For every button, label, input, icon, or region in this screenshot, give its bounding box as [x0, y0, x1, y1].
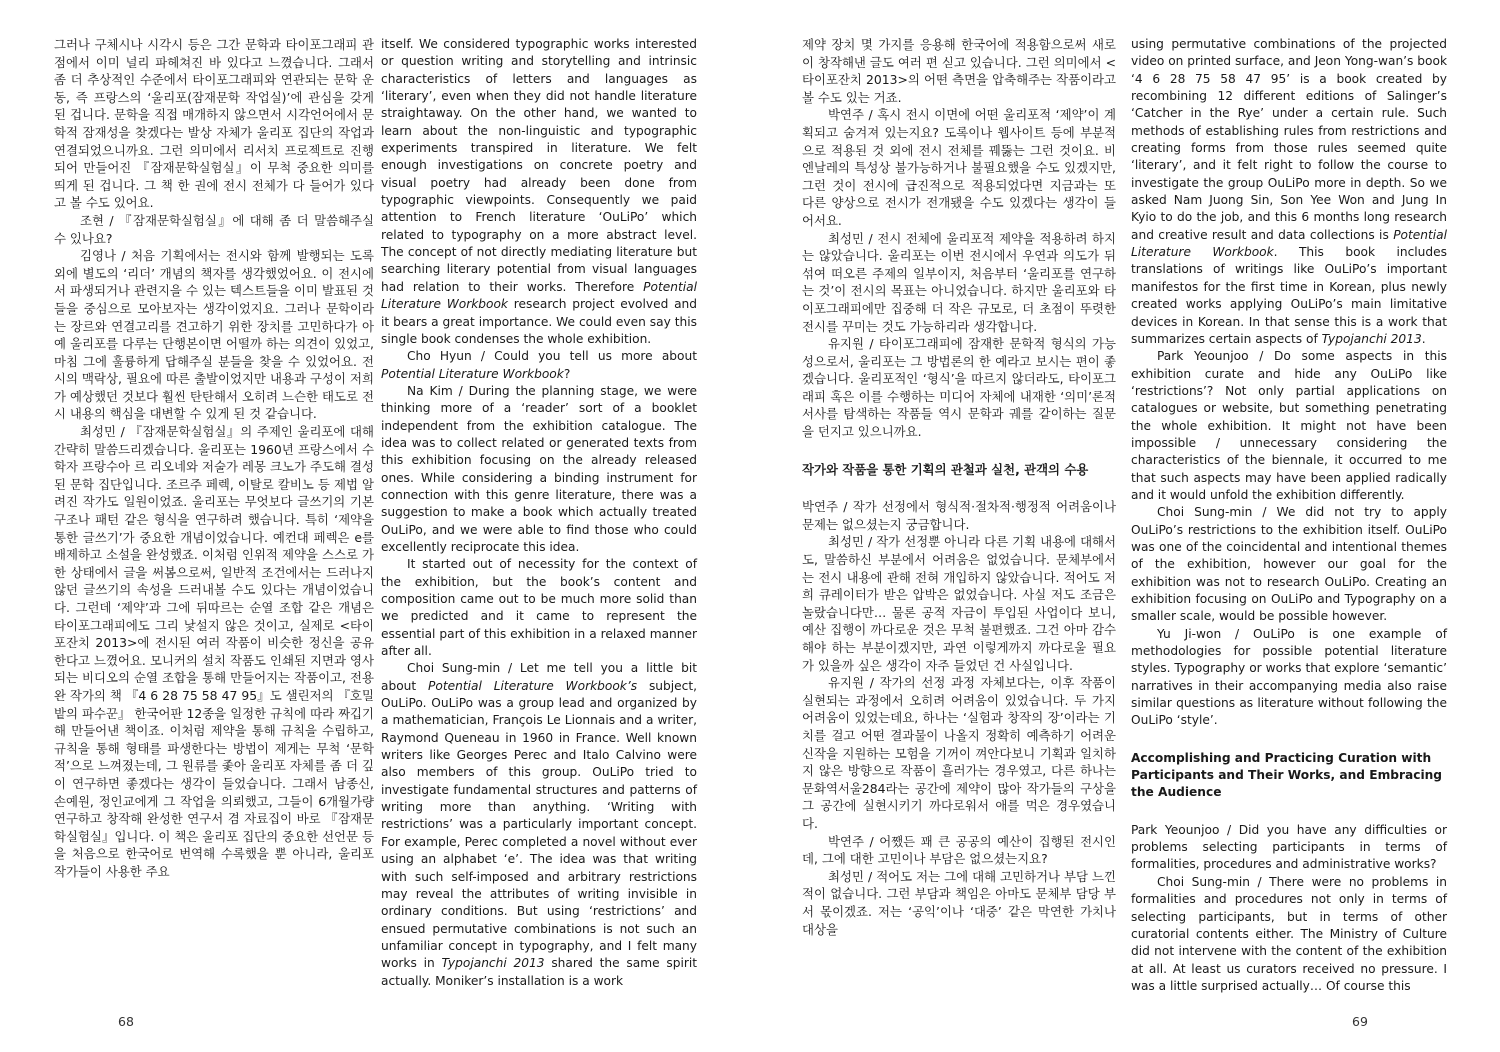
paragraph: 최성민 / 작가 선정뿐 아니라 다른 기획 내용에 대해서도, 말씀하신 부분에서 어려움은 없었습니다. 문체부에서는 전시 내용에 관해 전혀 개입하지 않았습니다. 적어도 저희 큐레이터가 받은 압박은 없었습니다. 사실 저도 조금은 놀랐습니다만… 물론 공적 자금이 투입된 사업이다 보니, 예산 집행이 까다로운 것은 무척 불편했죠. 그건 아마 감수해야 하는 부분이겠지만, 과연 이렇게까지 까다로울 필요가 있을까 싶은 생각이 자주 들었던 건 사실입니다.	[802, 534, 1116, 673]
paragraph: 최성민 / 『잠재문학실험실』의 주제인 울리포에 대해 간략히 말씀드리겠습니다. 울리포는 1960년 프랑스에서 수학자 프랑수아 르 리오네와 저술가 레몽 크노가 주도해 결성된 문학 집단입니다. 조르주 페렉, 이탈로 칼비노 등 제법 알려진 작가도 일원이었죠. 울리포는 무엇보다 글쓰기의 기본 구조나 패턴 같은 형식을 연구하려 했습니다. 특히 ‘제약을 통한 글쓰기’가 중요한 개념이었습니다. 예컨대 페렉은 e를 배제하고 소설을 완성했죠. 이처럼 인위적 제약을 스스로 가한 상태에서 글을 써봄으로써, 일반적 조건에서는 드러나지 않던 글쓰기의 속성을 드러내볼 수도 있다는 개념이었습니다. 그런데 ‘제약’과 그에 뒤따르는 순열 조합 같은 개념은 타이포그래피에도 그리 낯설지 않은 것이고, 실제로 <타이포잔치 2013>에 전시된 여러 작품이 비슷한 정신을 공유한다고 느꼈어요. 모니커의 설치 작품도 인쇄된 지면과 영사되는 비디오의 순열 조합을 통해 만들어지는 작품이고, 전용완 작가의 책 『4 6 28 75 58 47 95』도 샐린저의 『호밀밭의 파수꾼』 한국어판 12종을 일정한 규칙에 따라 짜깁기해 만들어낸 책이죠. 이처럼 제약을 통해 규칙을 수립하고, 규칙을 통해 형태를 파생한다는 방법이 제게는 무척 ‘문학적’으로 느껴졌는데, 그 원류를 좇아 울리포 자체를 좀 더 깊이 연구하면 좋겠다는 생각이 들었습니다. 그래서 남종신, 손예원, 정인교에게 그 작업을 의뢰했고, 그들이 6개월가량 연구하고 창작해 완성한 연구서 겸 자료집이 바로 『잠재문학실험실』입니다. 이 책은 울리포 집단의 중요한 선언문 등을 처음으로 한국어로 번역해 수록했을 뿐 아니라, 울리포 작가들이 사용한 주요	[54, 424, 374, 879]
paragraph: itself. We considered typographic works interested or question writing and storytelling and intrinsic characteristics of letters and languages as ‘literary’, even when they did not handle literature straightaway. On the other hand, we wanted to learn about the non-linguistic and typographic experiments transpired in literature. We felt enough investigations on concrete poetry and visual poetry had already been done from typographic viewpoints. Consequently we paid attention to French literature ‘OuLiPo’ which related to typography on a more abstract level. The concept of not directly mediating literature but searching literary potential from visual languages had relation to their works. Therefore Potential Literature Workbook research project evolved and it bears a great importance. We could even say this single book condenses the whole exhibition.	[381, 37, 698, 346]
paragraph: 박연주 / 혹시 전시 이면에 어떤 울리포적 ‘제약’이 계획되고 숨겨져 있는지요? 도록이나 웹사이트 등에 부분적으로 적용된 것 외에 전시 전체를 꿰뚫는 그런 것이요. 비엔날레의 특성상 불가능하거나 불필요했을 수도 있겠지만, 그런 것이 전시에 급진적으로 적용되었다면 지금과는 또 다른 양상으로 전시가 전개됐을 수도 있겠다는 생각이 들어서요.	[802, 107, 1116, 228]
paragraph: Choi Sung-min / There were no problems in formalities and procedures not only in terms of selecting participants, but in terms of other curatorial contents either. The Ministry of Culture did not intervene with the content of the exhibition at all. At least us curators received no pressure. I was a little surprised actually… Of course this	[1131, 874, 1447, 993]
paragraph: It started out of necessity for the context of the exhibition, but the book’s content and composition came out to be much more solid than we predicted and it came to represent the essential part of this exhibition in a relaxed manner after all.	[381, 557, 697, 659]
page-number-right: 69	[1352, 1014, 1368, 1029]
left-page-english-column	[381, 36, 697, 990]
paragraph: 김영나 / 처음 기획에서는 전시와 함께 발행되는 도록 외에 별도의 ‘리더’ 개념의 책자를 생각했었어요. 이 전시에서 파생되거나 관련지을 수 있는 텍스트들을 이미 발표된 것들을 중심으로 모아보자는 생각이었지요. 그러나 문학이라는 장르와 연결고리를 견고하기 위한 장치를 고민하다가 아예 울리포를 다루는 단행본이면 어떨까 하는 의견이 있었고, 마침 그에 훌륭하게 답해주실 분들을 찾을 수 있었어요. 전시의 맥락상, 필요에 따른 출발이었지만 내용과 구성이 저희가 예상했던 것보다 훨씬 탄탄해서 오히려 느슨한 태도로 전시 내용의 핵심을 대변할 수 있게 된 것 같습니다.	[54, 248, 374, 422]
right-page-korean-column	[802, 36, 1116, 938]
paragraph: Choi Sung-min / Let me tell you a little bit about Potential Literature Workbook’s subject, OuLiPo. OuLiPo was a group lead and organized by a mathematician, François Le Lionnais and a writer, Raymond Queneau in 1960 in France. Well known writers like Georges Perec and Italo Calvino were also members of this group. OuLiPo tried to investigate fundamental structures and patterns of writing more than anything. ‘Writing with restrictions’ was a particularly important concept. For example, Perec completed a novel without ever using an alphabet ‘e’. The idea was that writing with such self-imposed and arbitrary restrictions may reveal the attributes of writing invisible in ordinary conditions. But using ‘restrictions’ and ensued permutative combinations is not such an unfamiliar concept in typography, and I felt many works in Typojanchi 2013 shared the same spirit actually. Moniker’s installation is a work	[381, 661, 698, 988]
page-number-left: 68	[118, 1014, 134, 1029]
left-page-korean-column	[54, 36, 374, 881]
section-heading: Accomplishing and Practicing Curation with Participants and Their Works, and Embracing the Audience	[1131, 750, 1443, 800]
section-heading: 작가와 작품을 통한 기획의 관철과 실천, 관객의 수용	[802, 461, 1089, 477]
paragraph: 그러나 구체시나 시각시 등은 그간 문학과 타이포그래피 관점에서 이미 널리 파헤쳐진 바 있다고 느꼈습니다. 그래서 좀 더 추상적인 수준에서 타이포그래피와 연관되는 문학 운동, 즉 프랑스의 ‘울리포(잠재문학 작업실)’에 관심을 갖게 된 겁니다. 문학을 직접 매개하지 않으면서 시각언어에서 문학적 잠재성을 찾겠다는 발상 자체가 울리포 집단의 작업과 연결되었으니까요. 그런 의미에서 리서치 프로젝트로 진행되어 만들어진 『잠재문학실험실』이 무척 중요한 의미를 띄게 된 겁니다. 그 책 한 권에 전시 전체가 다 들어가 있다고 볼 수도 있어요.	[54, 37, 374, 211]
paragraph: 박연주 / 어쨌든 꽤 큰 공공의 예산이 집행된 전시인데, 그에 대한 고민이나 부담은 없으셨는지요?	[802, 833, 1116, 867]
paragraph: 최성민 / 적어도 저는 그에 대해 고민하거나 부담 느낀 적이 없습니다. 그런 부담과 책임은 아마도 문체부 담당 부서 몫이겠죠. 저는 ‘공익’이나 ‘대중’ 같은 막연한 가치나 대상을	[802, 868, 1116, 937]
paragraph: Yu Ji-won / OuLiPo is one example of methodologies for possible potential literature styles. Typography or works that explore ‘semantic’ narratives in their accompanying media also raise similar questions as literature without following the OuLiPo ‘style’.	[1131, 626, 1447, 728]
paragraph: 조현 / 『잠재문학실험실』에 대해 좀 더 말씀해주실 수 있나요?	[54, 212, 374, 246]
paragraph: 유지원 / 작가의 선정 과정 자체보다는, 이후 작품이 실현되는 과정에서 오히려 어려움이 있었습니다. 두 가지 어려움이 있었는데요, 하나는 ‘실험과 창작의 장’이라는 기치를 걸고 어떤 결과물이 나올지 정확히 예측하기 어려운 신작을 지원하는 모험을 기꺼이 껴안다보니 기획과 일치하지 않은 방향으로 작품이 흘러가는 경우였고, 다른 하나는 문화역서울284라는 공간에 제약이 많아 작가들의 구상을 그 공간에 실현시키기 까다로워서 애를 먹은 경우였습니다.	[802, 675, 1116, 831]
paragraph: 제약 장치 몇 가지를 응용해 한국어에 적용함으로써 새로이 창작해낸 글도 여러 편 싣고 있습니다. 그런 의미에서 <타이포잔치 2013>의 어떤 측면을 압축해주는 작품이라고 볼 수도 있는 거죠.	[802, 37, 1116, 105]
paragraph: Cho Hyun / Could you tell us more about Potential Literature Workbook?	[381, 349, 697, 381]
paragraph: using permutative combinations of the projected video on printed surface, and Jeon Yong-wan’s book ‘4 6 28 75 58 47 95’ is a book created by recombining 12 different editions of Salinger’s ‘Catcher in the Rye’ under a certain rule. Such methods of establishing rules from restrictions and creating forms from those rules seemed quite ‘literary’, and it felt right to follow the course to investigate the group OuLiPo more in depth. So we asked Nam Juong Sin, Son Yee Won and Jung In Kyio to do the job, and this 6 months long research and creative result and data collections is Potential Literature Workbook. This book includes translations of writings like OuLiPo’s important manifestos for the first time in Korean, plus newly created works applying OuLiPo’s main limitative devices in Korean. In that sense this is a work that summarizes certain aspects of Typojanchi 2013.	[1131, 37, 1448, 346]
paragraph: Park Yeounjoo / Did you have any difficulties or problems selecting participants in terms of formalities, procedures and administrative works?	[1131, 822, 1447, 872]
paragraph: 유지원 / 타이포그래피에 잠재한 문학적 형식의 가능성으로서, 울리포는 그 방법론의 한 예라고 보시는 편이 좋겠습니다. 울리포적인 ‘형식’을 따르지 않더라도, 타이포그래피 혹은 이를 수행하는 미디어 자체에 내재한 ‘의미’론적 서사를 탐색하는 작품들 역시 문학과 궤를 같이하는 질문을 던지고 있으니까요.	[802, 336, 1116, 440]
paragraph: 최성민 / 전시 전체에 울리포적 제약을 적용하려 하지는 않았습니다. 울리포는 이번 전시에서 우연과 의도가 뒤섞여 떠오른 주제의 일부이지, 처음부터 ‘울리포를 연구하는 것’이 전시의 목표는 아니었습니다. 하지만 울리포와 타이포그래피에만 집중해 더 작은 규모로, 더 초점이 뚜렷한 전시를 꾸미는 것도 가능하리라 생각합니다.	[802, 230, 1116, 334]
right-page-english-column	[1131, 36, 1447, 995]
paragraph: Park Yeounjoo / Do some aspects in this exhibition curate and hide any OuLiPo like ‘restrictions’? Not only partial applications on catalogues or website, but something penetrating the whole exhibition. It might not have been impossible / unnecessary considering the characteristics of the biennale, it occurred to me that such aspects may have been applied radically and it would unfold the exhibition differently.	[1131, 349, 1447, 502]
paragraph: Na Kim / During the planning stage, we were thinking more of a ‘reader’ sort of a booklet independent from the exhibition catalogue. The idea was to collect related or generated texts from this exhibition focusing on the already released ones. While considering a binding instrument for connection with this genre literature, there was a suggestion to make a book which actually treated OuLiPo, and we were able to find those who could excellently reciprocate this idea.	[381, 383, 697, 554]
paragraph: Choi Sung-min / We did not try to apply OuLiPo’s restrictions to the exhibition itself. OuLiPo was one of the coincidental and intentional themes of the exhibition, however our goal for the exhibition was not to research OuLiPo. Creating an exhibition focusing on OuLiPo and Typography on a smaller scale, would be possible however.	[1131, 505, 1447, 624]
paragraph: 박연주 / 작가 선정에서 형식적·절차적·행정적 어려움이나 문제는 없으셨는지 궁금합니다.	[802, 499, 1116, 532]
